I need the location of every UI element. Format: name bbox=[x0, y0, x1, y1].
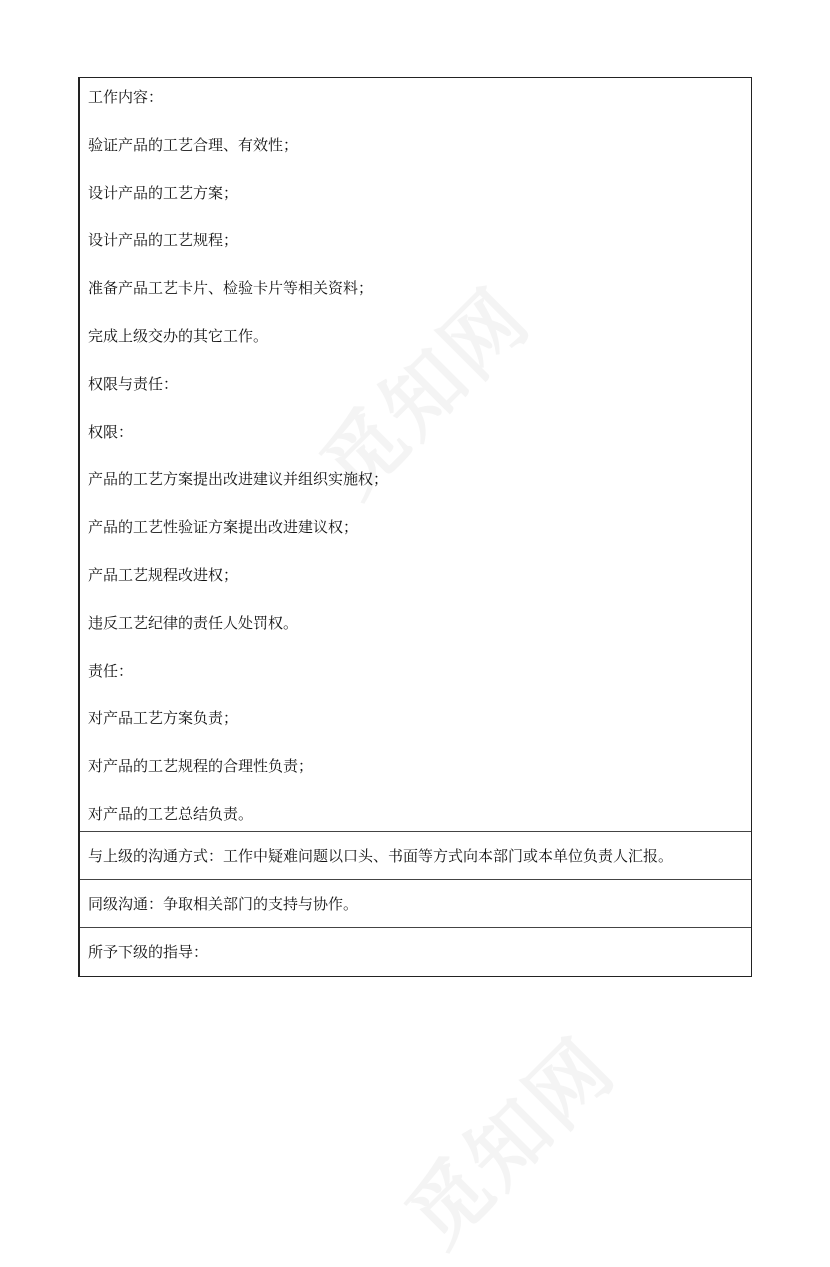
subheading-authority: 权限： bbox=[88, 422, 134, 441]
work-content-cell bbox=[80, 78, 751, 832]
text-line: 设计产品的工艺方案； bbox=[88, 183, 239, 202]
text-line: 设计产品的工艺规程； bbox=[88, 231, 239, 250]
peer-communication-row: 同级沟通：争取相关部门的支持与协作。 bbox=[80, 880, 751, 928]
text-line: 对产品的工艺总结负责。 bbox=[88, 804, 254, 823]
text-line: 准备产品工艺卡片、检验卡片等相关资料； bbox=[88, 279, 374, 298]
section-heading-authority-responsibility: 权限与责任： bbox=[88, 374, 179, 393]
text-line: 产品工艺规程改进权； bbox=[88, 565, 239, 584]
text-line: 违反工艺纪律的责任人处罚权。 bbox=[88, 613, 299, 632]
text-line: 产品的工艺性验证方案提出改进建议权； bbox=[88, 518, 359, 537]
watermark bbox=[376, 1008, 636, 1267]
text-line: 产品的工艺方案提出改进建议并组织实施权； bbox=[88, 470, 389, 489]
job-description-table bbox=[78, 77, 752, 977]
subordinate-guidance-row: 所予下级的指导： bbox=[88, 943, 209, 962]
text-line: 对产品的工艺规程的合理性负责； bbox=[88, 757, 314, 776]
text-line: 对产品工艺方案负责； bbox=[88, 709, 239, 728]
subheading-responsibility: 责任： bbox=[88, 661, 134, 680]
superior-communication-row: 与上级的沟通方式：工作中疑难问题以口头、书面等方式向本部门或本单位负责人汇报。 bbox=[80, 832, 751, 880]
text-line: 完成上级交办的其它工作。 bbox=[88, 326, 269, 345]
text-line: 验证产品的工艺合理、有效性； bbox=[88, 135, 299, 154]
section-heading-work-content: 工作内容： bbox=[88, 88, 164, 106]
